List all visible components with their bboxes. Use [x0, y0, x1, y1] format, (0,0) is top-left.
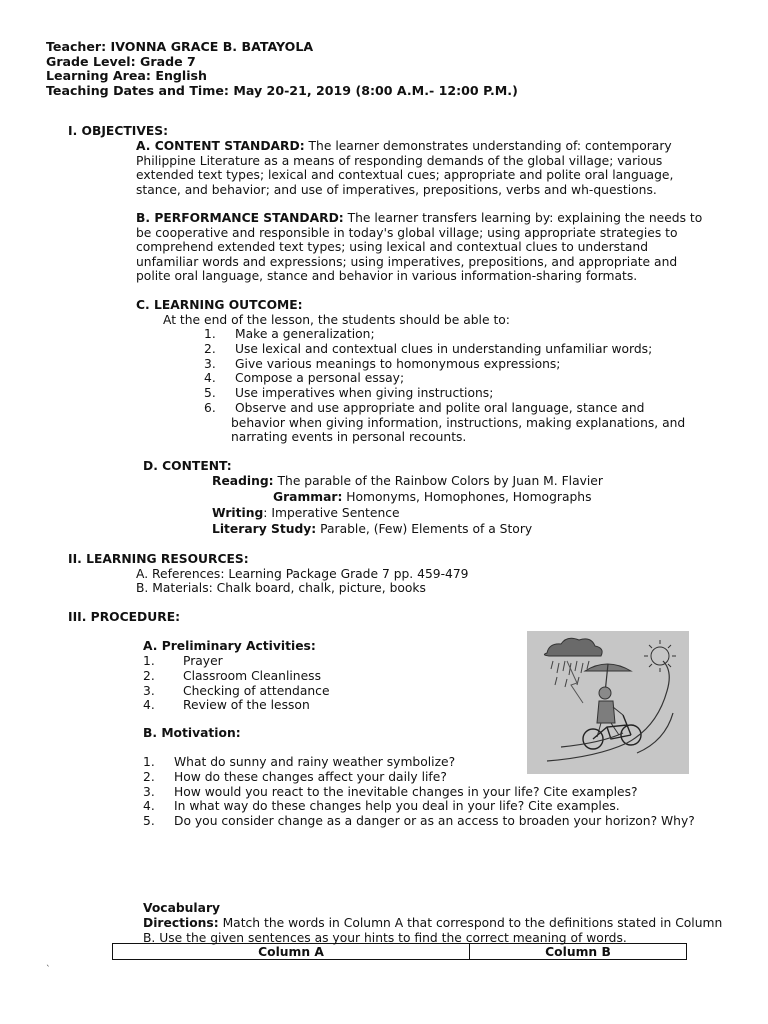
directions-label: Directions: [143, 916, 219, 930]
stray-mark: ` [46, 965, 51, 975]
list-item: 2. Use lexical and contextual clues in understanding unfamiliar words; [204, 341, 653, 356]
content-standard [136, 139, 708, 197]
preliminary-label: A. Preliminary Activities: [143, 639, 316, 653]
performance-standard-text-2: be cooperative and responsible in today's global village; using appropriate strategies to comprehend extended text types; using lexical and contextual clues to understand unfamiliar words and expressions; using imperatives, prepositions, and appropriate and polite oral language, stance and behavior in various information-sharing formats. [136, 225, 678, 284]
dates-line: Teaching Dates and Time: May 20-21, 2019 (8:00 A.M.- 12:00 P.M.) [46, 82, 518, 98]
performance-standard-text-1: The learner transfers learning by: explaining the needs to [343, 211, 703, 225]
list-item: 3. How would you react to the inevitable changes in your life? Cite examples? [143, 784, 638, 799]
content-reading: Reading: The parable of the Rainbow Colors by Juan M. Flavier [212, 474, 603, 488]
vocabulary-label: Vocabulary [143, 901, 221, 915]
vocabulary-table [112, 943, 687, 960]
preliminary-list [143, 654, 443, 713]
procedure-heading: III. PROCEDURE: [68, 610, 181, 624]
content-standard-label: A. CONTENT STANDARD: [136, 139, 305, 153]
list-item: 3. Give various meanings to homonymous expressions; [204, 356, 561, 371]
vocabulary-directions [143, 916, 728, 945]
list-item: 4. Compose a personal essay; [204, 371, 405, 386]
document-header [46, 40, 518, 98]
learning-outcome-label: C. LEARNING OUTCOME: [136, 298, 303, 312]
learning-outcome-intro: At the end of the lesson, the students should be able to: [163, 313, 510, 327]
content-label: D. CONTENT: [143, 459, 232, 473]
list-item: 1. Prayer [143, 654, 223, 668]
list-item: 4. Review of the lesson [143, 698, 310, 713]
grade-line: Grade Level: Grade 7 [46, 53, 196, 69]
motivation-label: B. Motivation: [143, 726, 241, 740]
weather-illustration [527, 631, 689, 774]
objectives-heading: I. OBJECTIVES: [68, 124, 169, 138]
resources-materials: B. Materials: Chalk board, chalk, picture, books [136, 581, 426, 595]
list-item: 5. Use imperatives when giving instructions; [204, 386, 494, 401]
teacher-line: Teacher: IVONNA GRACE B. BATAYOLA [46, 39, 314, 54]
performance-standard [136, 211, 708, 284]
resources-references: A. References: Learning Package Grade 7 pp. 459-479 [136, 567, 469, 581]
table-header-row [113, 944, 687, 960]
column-a-header: Column A [113, 944, 470, 960]
list-item: 2. Classroom Cleanliness [143, 668, 321, 683]
content-grammar: Grammar: Homonyms, Homophones, Homographs [273, 490, 592, 504]
learning-outcome-list [204, 327, 704, 445]
resources-heading: II. LEARNING RESOURCES: [68, 552, 249, 566]
list-item: 6. Observe and use appropriate and polite oral language, stance and behavior when giving information, instructions, making explanations, and narrating events in personal recounts. [204, 400, 686, 445]
list-item: 5. Do you consider change as a danger or as an access to broaden your horizon? Why? [143, 814, 695, 829]
column-b-header: Column B [470, 944, 687, 960]
content-literary: Literary Study: Parable, (Few) Elements of a Story [212, 522, 533, 536]
directions-text: Match the words in Column A that correspond to the definitions stated in Column B. Use the given sentences as your hints to find the correct meaning of words. [143, 916, 723, 945]
content-standard-text-1: The learner demonstrates understanding of: contemporary [304, 139, 672, 153]
list-item: 2. How do these changes affect your daily life? [143, 769, 447, 784]
list-item: 1. What do sunny and rainy weather symbolize? [143, 755, 456, 769]
list-item: 4. In what way do these changes help you deal in your life? Cite examples. [143, 799, 620, 814]
list-item: 3. Checking of attendance [143, 683, 330, 698]
weather-cyclist-picture [527, 631, 689, 774]
content-standard-text-2: Philippine Literature as a means of responding demands of the global village; various extended text types; lexical and contextual cues; appropriate and polite oral language, stance, and behavior; and use of imperatives, prepositions, verbs and wh-questions. [136, 153, 674, 197]
list-item: 1. Make a generalization; [204, 327, 375, 341]
performance-standard-label: B. PERFORMANCE STANDARD: [136, 211, 344, 225]
area-line: Learning Area: English [46, 68, 208, 84]
content-writing: Writing: Imperative Sentence [212, 506, 400, 520]
